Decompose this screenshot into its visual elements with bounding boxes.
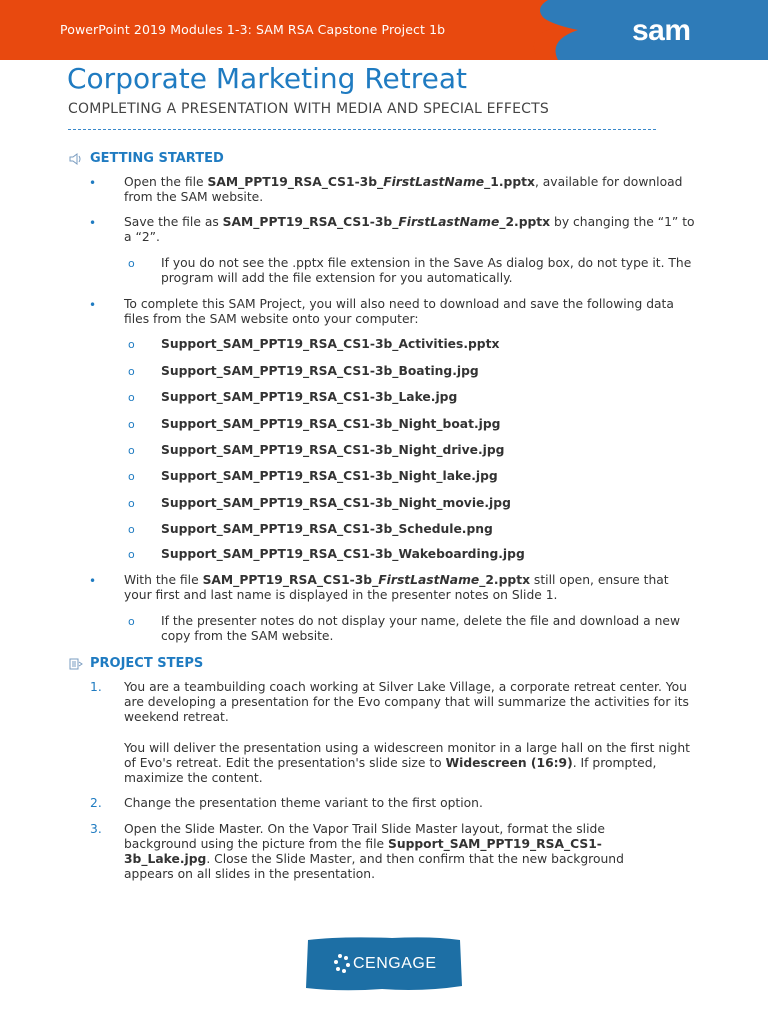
- file-part: SAM_PPT19_RSA_CS1-3b_: [222, 215, 399, 229]
- list-item-save-file: [124, 215, 699, 245]
- file-part: _2.pptx: [479, 573, 531, 587]
- sub-bullet: o: [128, 523, 135, 536]
- header-bar: [0, 0, 768, 60]
- file-part: SAM_PPT19_RSA_CS1-3b_: [202, 573, 379, 587]
- page-subtitle: COMPLETING A PRESENTATION WITH MEDIA AND SPECIAL EFFECTS: [68, 101, 549, 117]
- text: Save the file as: [124, 215, 223, 229]
- sub-item-extension-note: If you do not see the .pptx file extension in the Save As dialog box, do not type it. The program will add the file extension for you automatically.: [161, 256, 692, 285]
- data-file-item: Support_SAM_PPT19_RSA_CS1-3b_Schedule.png: [161, 522, 493, 536]
- dashed-divider: [68, 129, 656, 130]
- data-file-item: Support_SAM_PPT19_RSA_CS1-3b_Lake.jpg: [161, 390, 458, 404]
- bullet-dot: •: [89, 298, 97, 312]
- file-part: FirstLastName: [383, 175, 485, 189]
- list-item-open-file: [124, 175, 699, 205]
- step-number: 3.: [90, 822, 102, 836]
- sub-bullet: o: [128, 257, 135, 270]
- setting-name: Widescreen (16:9): [445, 756, 573, 770]
- header-title: PowerPoint 2019 Modules 1-3: SAM RSA Capstone Project 1b: [60, 22, 446, 37]
- file-part: SAM_PPT19_RSA_CS1-3b_: [207, 175, 384, 189]
- text: , available for download from the SAM website.: [124, 175, 683, 204]
- text: still open, ensure that your first and last name is displayed in the presenter notes on Slide 1.: [124, 573, 669, 602]
- sub-item-presenter-notes: If the presenter notes do not display your name, delete the file and download a new copy from the SAM website.: [161, 614, 681, 643]
- text: by changing the “1” to a “2”.: [124, 215, 695, 244]
- data-file-item: Support_SAM_PPT19_RSA_CS1-3b_Night_drive.jpg: [161, 443, 505, 457]
- page-title: Corporate Marketing Retreat: [67, 62, 467, 95]
- text: You will deliver the presentation using a widescreen monitor in a large hall on the first night of Evo's retreat. Edit the presentation's slide size to: [124, 741, 690, 770]
- step-1-intro: You are a teambuilding coach working at Silver Lake Village, a corporate retreat center. You are developing a presentation for the Evo company that will summarize the activities for its weekend retreat.: [124, 680, 689, 724]
- steps-icon: [68, 657, 84, 671]
- text: Open the file: [124, 175, 208, 189]
- text: . Close the Slide Master, and then confirm that the new background appears on all slides in the presentation.: [124, 852, 624, 881]
- sub-bullet: o: [128, 548, 135, 561]
- step-2: Change the presentation theme variant to the first option.: [124, 796, 483, 810]
- data-file-item: Support_SAM_PPT19_RSA_CS1-3b_Night_movie.jpg: [161, 496, 511, 510]
- data-file-item: Support_SAM_PPT19_RSA_CS1-3b_Night_lake.jpg: [161, 469, 498, 483]
- sub-bullet: o: [128, 470, 135, 483]
- speaker-icon: [68, 152, 84, 166]
- data-file-item: Support_SAM_PPT19_RSA_CS1-3b_Wakeboarding.jpg: [161, 547, 525, 561]
- sub-bullet: o: [128, 497, 135, 510]
- bullet-dot: •: [89, 574, 97, 588]
- cengage-logo-text: CENGAGE: [353, 955, 437, 972]
- sub-bullet: o: [128, 365, 135, 378]
- file-part: _2.pptx: [499, 215, 551, 229]
- getting-started-label: GETTING STARTED: [90, 151, 224, 166]
- sam-logo: sam: [632, 14, 691, 47]
- text: Open the Slide Master. On the Vapor Trail Slide Master layout, format the slide background using the picture from the file: [124, 822, 605, 851]
- file-name: [223, 215, 550, 229]
- sub-bullet: o: [128, 615, 135, 628]
- step-number: 1.: [90, 680, 102, 694]
- file-name: Support_SAM_PPT19_RSA_CS1-3b_Lake.jpg: [124, 837, 602, 866]
- project-steps-label: PROJECT STEPS: [90, 656, 204, 671]
- list-item-data-files: To complete this SAM Project, you will also need to download and save the following data files from the SAM website onto your computer:: [124, 297, 674, 326]
- bullet-dot: •: [89, 176, 97, 190]
- project-steps-heading: [68, 656, 203, 671]
- file-part: FirstLastName: [398, 215, 500, 229]
- step-1-instruction: [124, 741, 699, 786]
- step-3: [124, 822, 624, 882]
- sub-bullet: o: [128, 338, 135, 351]
- file-part: _1.pptx: [484, 175, 535, 189]
- text: . If prompted, maximize the content.: [124, 756, 657, 785]
- data-file-item: Support_SAM_PPT19_RSA_CS1-3b_Activities.pptx: [161, 337, 500, 351]
- file-name: [203, 573, 530, 587]
- file-name: [207, 175, 534, 189]
- sub-bullet: o: [128, 391, 135, 404]
- getting-started-heading: [68, 151, 224, 166]
- step-number: 2.: [90, 796, 102, 810]
- sub-bullet: o: [128, 418, 135, 431]
- bullet-dot: •: [89, 216, 97, 230]
- text: With the file: [124, 573, 203, 587]
- data-file-item: Support_SAM_PPT19_RSA_CS1-3b_Boating.jpg: [161, 364, 479, 378]
- sub-bullet: o: [128, 444, 135, 457]
- list-item-ensure-name: [124, 573, 699, 603]
- data-file-item: Support_SAM_PPT19_RSA_CS1-3b_Night_boat.jpg: [161, 417, 501, 431]
- file-part: FirstLastName: [378, 573, 480, 587]
